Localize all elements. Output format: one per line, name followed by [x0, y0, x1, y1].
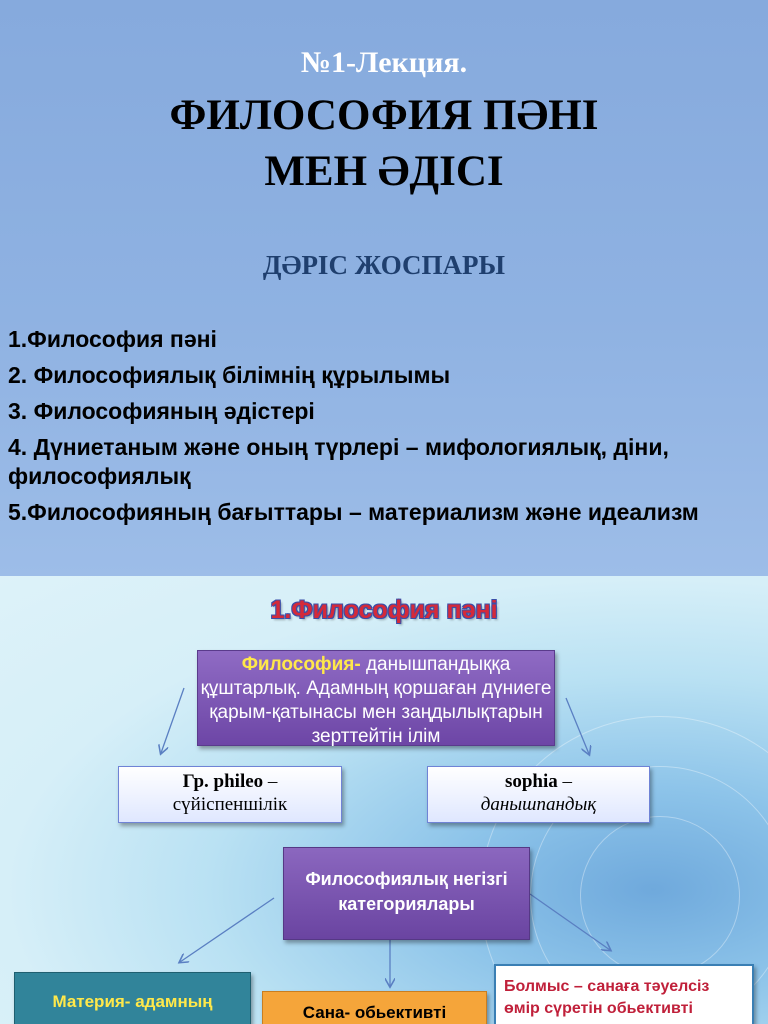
phileo-box [118, 766, 342, 823]
plan-item: 2. Философиялық білімнің құрылымы [8, 362, 451, 388]
definition-term: Философия- [241, 654, 361, 675]
lecture-number: №1-Лекция. [300, 46, 468, 79]
plan-item: 5.Философияның бағыттары – материализм және идеализм [8, 499, 699, 525]
sophia-dash: – [557, 771, 573, 792]
plan-item: 3. Философияның әдістері [8, 398, 315, 424]
sophia-term: sophia [504, 771, 558, 792]
plan-list [8, 325, 760, 534]
phileo-dash: – [263, 771, 278, 792]
title-line-2: МЕН ӘДІСІ [264, 148, 504, 195]
matter-box: Материя- адамның [14, 972, 251, 1024]
mind-box: Сана- обьективті [262, 991, 487, 1024]
arrow-to-phileo [161, 688, 184, 753]
plan-item: 1.Философия пәні [8, 326, 217, 352]
slide-2-title: 1.Философия пәні [270, 596, 498, 624]
arrow-to-being [530, 894, 610, 950]
phileo-meaning: сүйіспеншілік [172, 794, 288, 815]
connector-arrows [0, 576, 768, 1024]
sophia-box [427, 766, 650, 823]
philosophy-definition-box [197, 650, 555, 746]
arrow-to-matter [180, 898, 274, 962]
arrow-to-sophia [566, 698, 589, 754]
definition-text: данышпандыққа құштарлық. Адамның қоршаған дүниеге қарым-қатынасы мен заңдылықтарын зерттейтін ілім [200, 654, 552, 747]
sophia-meaning: данышпандық [480, 794, 597, 815]
slide-2 [0, 576, 768, 1024]
phileo-term: Гр. phileo [182, 771, 264, 792]
lecture-title [0, 88, 768, 200]
plan-heading: ДӘРІС ЖОСПАРЫ [262, 250, 506, 280]
title-line-1: ФИЛОСОФИЯ ПӘНІ [169, 92, 599, 139]
being-box: Болмыс – санаға тәуелсіз өмір сүретін обьективті [494, 964, 754, 1024]
plan-item: 4. Дүниетаным және оның түрлері – мифологиялық, діни, философиялық [8, 434, 669, 489]
categories-box: Философиялық негізгі категориялары [283, 847, 530, 940]
